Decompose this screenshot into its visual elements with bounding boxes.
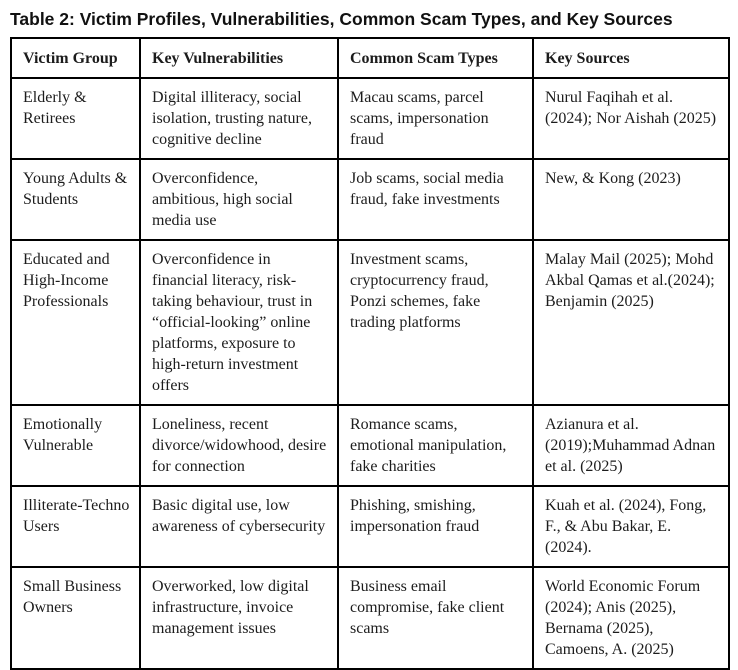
cell-victim-group: Young Adults & Students	[11, 159, 140, 240]
cell-key-sources: Azianura et al. (2019);Muhammad Adnan et al. (2025)	[533, 405, 729, 486]
cell-victim-group: Emotionally Vulnerable	[11, 405, 140, 486]
col-header-key-vulnerabilities: Key Vulnerabilities	[140, 38, 338, 78]
table-row	[11, 159, 729, 240]
col-header-victim-group: Victim Group	[11, 38, 140, 78]
table-row	[11, 486, 729, 567]
table-row	[11, 78, 729, 159]
table-row	[11, 405, 729, 486]
cell-victim-group: Small Business Owners	[11, 567, 140, 669]
cell-key-sources: Nurul Faqihah et al. (2024); Nor Aishah (2025)	[533, 78, 729, 159]
cell-key-sources: Malay Mail (2025); Mohd Akbal Qamas et al.(2024); Benjamin (2025)	[533, 240, 729, 405]
cell-common-scam-types: Job scams, social media fraud, fake investments	[338, 159, 533, 240]
cell-key-vulnerabilities: Overworked, low digital infrastructure, invoice management issues	[140, 567, 338, 669]
col-header-key-sources: Key Sources	[533, 38, 729, 78]
cell-victim-group: Educated and High-Income Professionals	[11, 240, 140, 405]
victim-profiles-table	[10, 37, 730, 670]
cell-key-sources: World Economic Forum (2024); Anis (2025), Bernama (2025), Camoens, A. (2025)	[533, 567, 729, 669]
table-row	[11, 240, 729, 405]
header-row	[11, 38, 729, 78]
cell-key-vulnerabilities: Loneliness, recent divorce/widowhood, desire for connection	[140, 405, 338, 486]
cell-victim-group: Elderly & Retirees	[11, 78, 140, 159]
cell-common-scam-types: Macau scams, parcel scams, impersonation fraud	[338, 78, 533, 159]
table-title: Table 2: Victim Profiles, Vulnerabilities, Common Scam Types, and Key Sources	[10, 9, 673, 29]
cell-common-scam-types: Romance scams, emotional manipulation, fake charities	[338, 405, 533, 486]
cell-key-vulnerabilities: Overconfidence, ambitious, high social media use	[140, 159, 338, 240]
cell-common-scam-types: Business email compromise, fake client scams	[338, 567, 533, 669]
col-header-common-scam-types: Common Scam Types	[338, 38, 533, 78]
cell-key-sources: New, & Kong (2023)	[533, 159, 729, 240]
cell-key-vulnerabilities: Basic digital use, low awareness of cybersecurity	[140, 486, 338, 567]
cell-key-sources: Kuah et al. (2024), Fong, F., & Abu Bakar, E. (2024).	[533, 486, 729, 567]
table-row	[11, 567, 729, 669]
cell-key-vulnerabilities: Digital illiteracy, social isolation, trusting nature, cognitive decline	[140, 78, 338, 159]
cell-common-scam-types: Phishing, smishing, impersonation fraud	[338, 486, 533, 567]
cell-victim-group: Illiterate-Techno Users	[11, 486, 140, 567]
cell-key-vulnerabilities: Overconfidence in financial literacy, risk-taking behaviour, trust in “official-looking” online platforms, exposure to high-return investment offers	[140, 240, 338, 405]
cell-common-scam-types: Investment scams, cryptocurrency fraud, Ponzi schemes, fake trading platforms	[338, 240, 533, 405]
